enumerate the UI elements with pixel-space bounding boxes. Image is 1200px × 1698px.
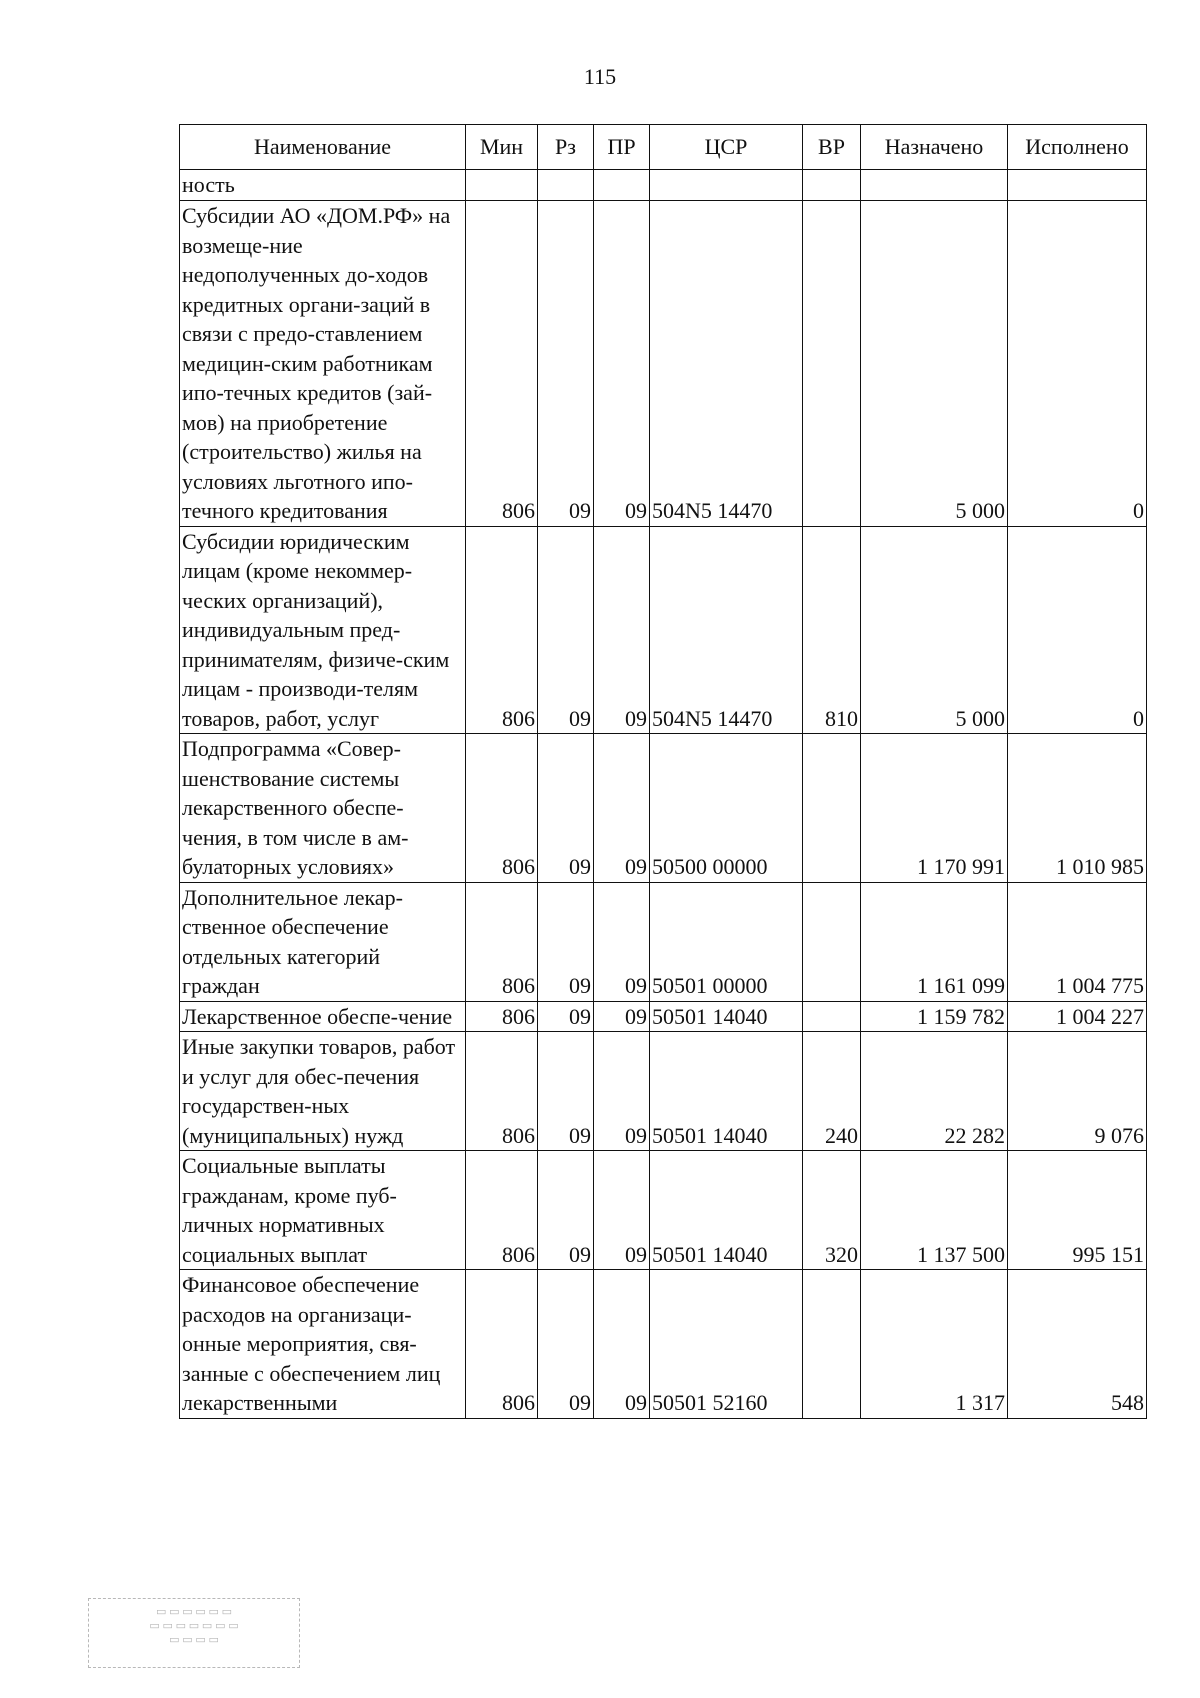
table-row [180, 1032, 1147, 1151]
cell-executed: 1 004 227 [1008, 1001, 1147, 1032]
cell-executed: 548 [1008, 1270, 1147, 1419]
cell-rz: 09 [538, 201, 594, 527]
header-min: Мин [466, 125, 538, 170]
table-row [180, 201, 1147, 527]
continuation-row [180, 170, 1147, 201]
header-vr: ВР [803, 125, 861, 170]
cell-executed: 9 076 [1008, 1032, 1147, 1151]
table-row [180, 882, 1147, 1001]
row-name: Субсидии АО «ДОМ.РФ» на возмеще-ние недополученных до-ходов кредитных органи-заций в связи с предо-ставлением медицин-ским работникам ипо-течных кредитов (зай-мов) на приобретение (строительство) жилья на условиях льготного ипо-течного кредитования [180, 201, 466, 527]
cell-vr [803, 1001, 861, 1032]
row-name: Лекарственное обеспе-чение [180, 1001, 466, 1032]
page-number: 115 [583, 64, 617, 89]
cell-pr: 09 [594, 734, 650, 883]
cell-pr: 09 [594, 1001, 650, 1032]
cell-executed: 0 [1008, 526, 1147, 734]
cell-vr: 240 [803, 1032, 861, 1151]
table-row [180, 526, 1147, 734]
row-name: Иные закупки товаров, работ и услуг для обес-печения государствен-ных (муниципальных) нужд [180, 1032, 466, 1151]
cell-assigned: 1 317 [861, 1270, 1008, 1419]
header-rz: Рз [538, 125, 594, 170]
row-name: Дополнительное лекар-ственное обеспечение отдельных категорий граждан [180, 882, 466, 1001]
cell-csr: 50501 14040 [650, 1001, 803, 1032]
cell-rz: 09 [538, 526, 594, 734]
row-name: Финансовое обеспечение расходов на организаци-онные мероприятия, свя-занные с обеспечением лиц лекарственными [180, 1270, 466, 1419]
cell-csr: 504N5 14470 [650, 201, 803, 527]
cell-rz: 09 [538, 734, 594, 883]
table-row [180, 1001, 1147, 1032]
cell-rz: 09 [538, 1032, 594, 1151]
cell-vr [803, 201, 861, 527]
cell-vr [803, 734, 861, 883]
cell-pr: 09 [594, 1270, 650, 1419]
cell-executed: 0 [1008, 201, 1147, 527]
table-row [180, 1151, 1147, 1270]
header-assigned: Назначено [861, 125, 1008, 170]
row-name: Субсидии юридическим лицам (кроме некоммер-ческих организаций), индивидуальным пред-принимателям, физиче-ским лицам - производи-телям товаров, работ, услуг [180, 526, 466, 734]
header-row [180, 125, 1147, 170]
cell-min: 806 [466, 526, 538, 734]
cell-executed: 995 151 [1008, 1151, 1147, 1270]
cell-assigned: 5 000 [861, 201, 1008, 527]
cell-pr: 09 [594, 882, 650, 1001]
cell-csr: 50501 52160 [650, 1270, 803, 1419]
header-name: Наименование [180, 125, 466, 170]
cell-csr: 50501 00000 [650, 882, 803, 1001]
cell-vr: 810 [803, 526, 861, 734]
cell-assigned: 1 137 500 [861, 1151, 1008, 1270]
cell-vr [803, 882, 861, 1001]
cell-vr [803, 1270, 861, 1419]
header-pr: ПР [594, 125, 650, 170]
cell-pr: 09 [594, 526, 650, 734]
cell-csr: 50501 14040 [650, 1032, 803, 1151]
cell-rz: 09 [538, 1270, 594, 1419]
cell-csr: 504N5 14470 [650, 526, 803, 734]
cell-vr: 320 [803, 1151, 861, 1270]
cell-assigned: 1 159 782 [861, 1001, 1008, 1032]
cell-pr: 09 [594, 201, 650, 527]
cell-min: 806 [466, 201, 538, 527]
budget-table [179, 124, 1147, 1419]
cell-csr: 50500 00000 [650, 734, 803, 883]
cell-min: 806 [466, 1270, 538, 1419]
cell-pr: 09 [594, 1151, 650, 1270]
cell-csr: 50501 14040 [650, 1151, 803, 1270]
row-name: Социальные выплаты гражданам, кроме пуб-личных нормативных социальных выплат [180, 1151, 466, 1270]
cell-executed: 1 010 985 [1008, 734, 1147, 883]
table-row [180, 734, 1147, 883]
cell-rz: 09 [538, 1001, 594, 1032]
cell-assigned: 22 282 [861, 1032, 1008, 1151]
cell-rz: 09 [538, 1151, 594, 1270]
header-executed: Исполнено [1008, 125, 1147, 170]
cell-min: 806 [466, 882, 538, 1001]
cell-assigned: 1 170 991 [861, 734, 1008, 883]
cell-min: 806 [466, 1001, 538, 1032]
row-name: Подпрограмма «Совер-шенствование системы лекарственного обеспе-чения, в том числе в ам-булаторных условиях» [180, 734, 466, 883]
library-stamp: ▭ ▭ ▭ ▭ ▭ ▭ ▭ ▭ ▭ ▭ ▭ ▭ ▭ ▭ ▭ ▭ ▭ [88, 1598, 300, 1668]
cell-rz: 09 [538, 882, 594, 1001]
cell-assigned: 1 161 099 [861, 882, 1008, 1001]
cell-assigned: 5 000 [861, 526, 1008, 734]
cell-pr: 09 [594, 1032, 650, 1151]
row-name: ность [180, 170, 466, 201]
header-csr: ЦСР [650, 125, 803, 170]
cell-min: 806 [466, 734, 538, 883]
table-row [180, 1270, 1147, 1419]
cell-min: 806 [466, 1032, 538, 1151]
cell-executed: 1 004 775 [1008, 882, 1147, 1001]
cell-min: 806 [466, 1151, 538, 1270]
